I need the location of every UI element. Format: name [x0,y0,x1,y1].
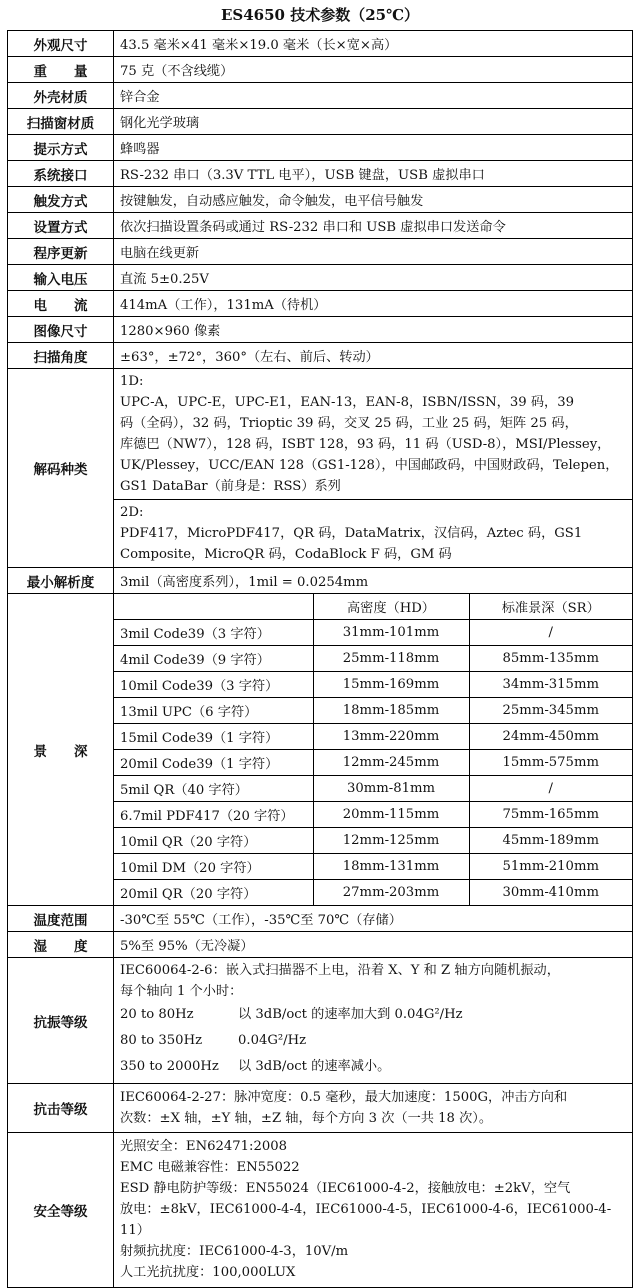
vibration-desc: 0.04G²/Hz [238,1033,307,1048]
spec-row [8,239,633,265]
row-value: 按键触发，自动感应触发，命令触发，电平信号触发 [114,187,633,213]
dof-sr-cell: 24mm-450mm [469,724,632,750]
spec-row [8,135,633,161]
spec-row-safety [8,1133,633,1288]
row-label: 湿 度 [8,932,114,958]
spec-row [8,83,633,109]
dof-sr-cell: 85mm-135mm [469,646,632,672]
spec-row-decode [8,369,633,500]
dof-barcode-cell: 4mil Code39（9 字符） [114,646,313,672]
spec-row [8,161,633,187]
spec-row-temperature [8,906,633,932]
safety-line: EMC 电磁兼容性：EN55022 [120,1160,300,1175]
row-value: 依次扫描设置条码或通过 RS-232 串口和 USB 虚拟串口发送命令 [114,213,633,239]
dof-table [114,594,632,905]
row-label: 系统接口 [8,161,114,187]
row-value: 蜂鸣器 [114,135,633,161]
dof-sr-cell: 75mm-165mm [469,802,632,828]
row-value: 75 克（不含线缆） [114,57,633,83]
spec-row [8,187,633,213]
safety-line: ESD 静电防护等级：EN55024（IEC61000-4-2，接触放电：±2kV，空气 [120,1181,571,1196]
row-value: 43.5 毫米×41 毫米×19.0 毫米（长×宽×高） [114,31,633,57]
vibration-intro: IEC60064-2-6：嵌入式扫描器不上电，沿着 X、Y 和 Z 轴方向随机振动， [120,963,560,978]
row-value: 电脑在线更新 [114,239,633,265]
safety-line: 人工光抗扰度：100,000LUX [120,1265,296,1280]
dof-barcode-cell: 6.7mil PDF417（20 字符） [114,802,313,828]
dof-hd-cell: 13mm-220mm [313,724,469,750]
decode-2d-head: 2D: [120,505,144,520]
shock-cell [114,1084,633,1133]
row-label: 安全等级 [8,1133,114,1288]
dof-hd-cell: 25mm-118mm [313,646,469,672]
vibration-range-row [120,1054,626,1080]
spec-row [8,265,633,291]
spec-row [8,213,633,239]
decode-1d-cell [114,369,633,500]
decode-1d-head: 1D: [120,374,144,389]
dof-barcode-cell: 10mil Code39（3 字符） [114,672,313,698]
dof-hd-cell: 12mm-125mm [313,828,469,854]
safety-line: 光照安全：EN62471:2008 [120,1139,288,1154]
row-label: 输入电压 [8,265,114,291]
dof-row [114,802,632,828]
row-value: 414mA（工作），131mA（待机） [114,291,633,317]
dof-row [114,854,632,880]
safety-cell [114,1133,633,1288]
dof-sr-cell: 51mm-210mm [469,854,632,880]
row-value: ±63°，±72°，360°（左右、前后、转动） [114,343,633,369]
dof-hd-cell: 12mm-245mm [313,750,469,776]
dof-label: 景 深 [33,743,88,760]
spec-row-vibration [8,958,633,1084]
decode-1d-line: UPC-A，UPC-E，UPC-E1，EAN-13，EAN-8，ISBN/ISSN，39 码，39 [120,395,574,410]
row-value: 5%至 95%（无冷凝） [114,932,633,958]
row-label: 程序更新 [8,239,114,265]
dof-hd-cell: 18mm-185mm [313,698,469,724]
row-label: 电 流 [8,291,114,317]
row-value: 锌合金 [114,83,633,109]
vibration-intro: 每个轴向 1 个小时： [120,984,243,999]
row-label: 设置方式 [8,213,114,239]
dof-hd-cell: 15mm-169mm [313,672,469,698]
dof-row [114,828,632,854]
vibration-range: 20 to 80Hz [120,1007,194,1022]
dof-sr-cell: 34mm-315mm [469,672,632,698]
dof-row [114,880,632,906]
spec-row [8,291,633,317]
dof-row [114,698,632,724]
safety-line: 放电：±8kV，IEC61000-4-4，IEC61000-4-5，IEC61000-4-6，IEC61000-4-11） [120,1202,612,1238]
dof-cell [114,594,633,906]
dof-header-cell [114,594,313,620]
row-label: 触发方式 [8,187,114,213]
spec-row [8,343,633,369]
dof-hd-cell: 18mm-131mm [313,854,469,880]
page-title: ES4650 技术参数（25℃） [220,6,420,24]
vibration-desc: 以 3dB/oct 的速率减小。 [238,1059,391,1074]
vibration-range: 80 to 350Hz [120,1033,203,1048]
dof-barcode-cell: 10mil DM（20 字符） [114,854,313,880]
decode-1d-line: UK/Plessey，UCC/EAN 128（GS1-128），中国邮政码，中国财政码，Telepen， [120,458,619,473]
dof-barcode-cell: 3mil Code39（3 字符） [114,620,313,646]
dof-barcode-cell: 5mil QR（40 字符） [114,776,313,802]
row-label: 提示方式 [8,135,114,161]
spec-row-resolution [8,568,633,594]
vibration-range-row [120,1028,626,1054]
dof-header-cell: 标准景深（SR） [469,594,632,620]
dof-row [114,620,632,646]
dof-sr-cell: 45mm-189mm [469,828,632,854]
dof-barcode-cell: 20mil Code39（1 字符） [114,750,313,776]
dof-barcode-cell: 10mil QR（20 字符） [114,828,313,854]
dof-sr-cell: 15mm-575mm [469,750,632,776]
row-value: -30℃至 55℃（工作），-35℃至 70℃（存储） [114,906,633,932]
decode-1d-line: 码（全码），32 码，Trioptic 39 码，交叉 25 码，工业 25 码，矩阵 25 码， [120,416,578,431]
dof-hd-cell: 27mm-203mm [313,880,469,906]
dof-row [114,646,632,672]
row-label: 图像尺寸 [8,317,114,343]
dof-sr-cell: 25mm-345mm [469,698,632,724]
dof-barcode-cell: 13mil UPC（6 字符） [114,698,313,724]
decode-1d-line: 库德巴（NW7），128 码，ISBT 128，93 码，11 码（USD-8），MSI/Plessey， [120,437,611,452]
row-label: 扫描角度 [8,343,114,369]
vibration-range: 350 to 2000Hz [120,1059,219,1074]
row-label: 抗击等级 [8,1084,114,1133]
dof-row [114,672,632,698]
dof-hd-cell: 31mm-101mm [313,620,469,646]
row-value: RS-232 串口（3.3V TTL 电平），USB 键盘，USB 虚拟串口 [114,161,633,187]
dof-header-row [114,594,632,620]
shock-line: 次数：±X 轴，±Y 轴，±Z 轴，每个方向 3 次（一共 18 次）。 [120,1111,493,1126]
dof-sr-cell: / [469,776,632,802]
dof-row [114,724,632,750]
dof-row [114,776,632,802]
row-label: 温度范围 [8,906,114,932]
safety-line: 射频抗扰度：IEC61000-4-3，10V/m [120,1244,349,1259]
decode-2d-line: PDF417，MicroPDF417，QR 码，DataMatrix，汉信码，Aztec 码，GS1 [120,526,583,541]
dof-header-cell: 高密度（HD） [313,594,469,620]
dof-barcode-cell: 15mil Code39（1 字符） [114,724,313,750]
dof-hd-cell: 20mm-115mm [313,802,469,828]
dof-sr-cell: / [469,620,632,646]
decode-1d-line: GS1 DataBar（前身是：RSS）系列 [120,479,341,494]
spec-row-humidity [8,932,633,958]
vibration-desc: 以 3dB/oct 的速率加大到 0.04G²/Hz [238,1007,463,1022]
spec-row [8,317,633,343]
row-label: 最小解析度 [8,568,114,594]
decode-2d-line: Composite，MicroQR 码，CodaBlock F 码，GM 码 [120,547,452,562]
row-label [8,594,114,906]
row-value: 直流 5±0.25V [114,265,633,291]
row-label: 重 量 [8,57,114,83]
spec-row-shock [8,1084,633,1133]
spec-row [8,31,633,57]
dof-sr-cell: 30mm-410mm [469,880,632,906]
decode-2d-cell [114,500,633,568]
row-value: 3mil（高密度系列），1mil = 0.0254mm [114,568,633,594]
spec-table [7,30,633,1288]
row-label: 解码种类 [8,369,114,568]
row-value: 钢化光学玻璃 [114,109,633,135]
shock-line: IEC60064-2-27：脉冲宽度：0.5 毫秒，最大加速度：1500G，冲击方向和 [120,1090,568,1105]
vibration-range-row [120,1002,626,1028]
dof-row [114,750,632,776]
spec-row [8,109,633,135]
dof-barcode-cell: 20mil QR（20 字符） [114,880,313,906]
row-label: 外观尺寸 [8,31,114,57]
row-value: 1280×960 像素 [114,317,633,343]
spec-row-dof [8,594,633,906]
dof-hd-cell: 30mm-81mm [313,776,469,802]
row-label: 外壳材质 [8,83,114,109]
row-label: 扫描窗材质 [8,109,114,135]
vibration-cell [114,958,633,1084]
row-label: 抗振等级 [8,958,114,1084]
spec-row [8,57,633,83]
